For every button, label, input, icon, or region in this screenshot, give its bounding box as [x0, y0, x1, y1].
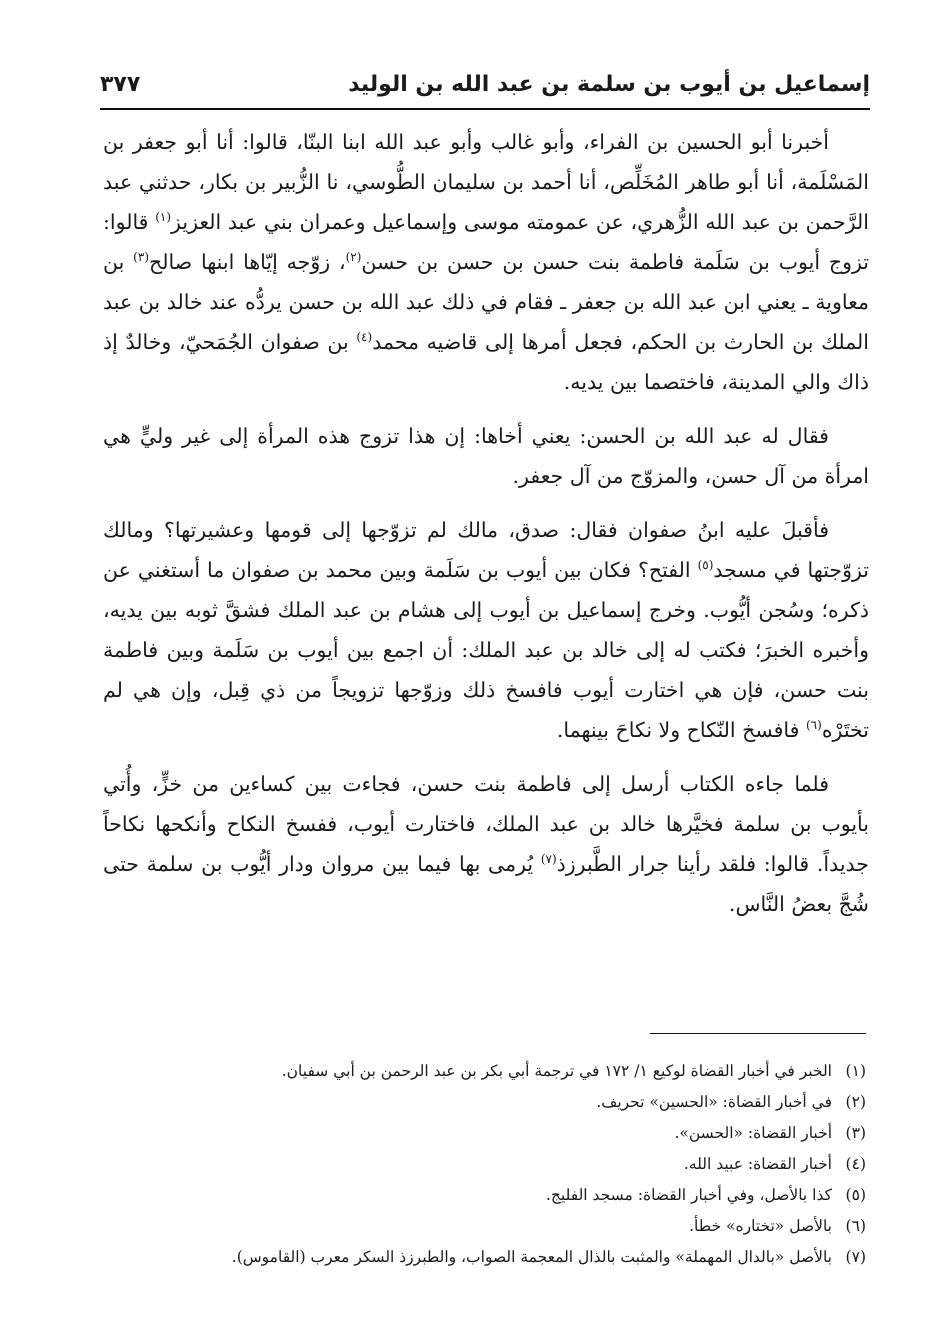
footnote [150, 1180, 866, 1211]
footnote-ref[interactable]: (٧) [540, 852, 557, 867]
footnote [150, 1149, 866, 1180]
footnote-number: (٥) [845, 1186, 866, 1204]
paragraph [103, 764, 869, 924]
footnote-number: (٤) [845, 1155, 866, 1173]
footnote-ref[interactable]: (٣) [133, 250, 149, 265]
running-header [100, 70, 870, 108]
paragraph-text: فقال له عبد الله بن الحسن: يعني أخاها: إن هذا تزوج هذه المرأة إلى غير وليٍّ هي امرأة من آل حسن، والمزوّج من آل جعفر. [103, 424, 869, 488]
footnote [150, 1211, 866, 1242]
header-rule [100, 108, 870, 110]
main-text [103, 122, 869, 938]
footnote-number: (٢) [845, 1093, 866, 1111]
footnote-text: أخبار القضاة: «الحسن». [674, 1124, 832, 1142]
footnote-ref[interactable]: (١) [155, 210, 172, 225]
footnote [150, 1087, 866, 1118]
paragraph-text: قالوا: تزوج أيوب بن سَلَمة فاطمة بنت حسن بن حسن بن حسن [103, 210, 870, 274]
footnote [150, 1056, 866, 1087]
paragraph-text: الفتح؟ فكان بين أيوب بن سَلَمة وبين محمد بن صفوان ما أستغني عن ذكره؛ وسُجن أيُّوب. وخرج إسماعيل بن أيوب إلى هشام بن عبد الملك فشقَّ ثوبه بين يديه، وأخبره الخبرَ؛ فكتب له إلى خالد بن عبد الملك: أن اجمع بين أيوب بن سَلَمة وبين فاطمة بنت حسن، فإن هي اختارت أيوب فافسخ ذلك وزوّجها تزويجاً من ذي قِبل، وإن هي لم تختَرْه [103, 558, 869, 742]
footnote-number: (٦) [845, 1217, 866, 1235]
footnote-text: أخبار القضاة: عبيد الله. [683, 1155, 832, 1173]
footnote-text: في أخبار القضاة: «الحسين» تحريف. [596, 1093, 832, 1111]
footnotes [150, 1056, 866, 1273]
paragraph-text: أخبرنا أبو الحسين بن الفراء، وأبو غالب وأبو عبد الله ابنا البنّا، قالوا: أنا أبو جعفر بن المَسْلَمة، أنا أبو طاهر المُخَلِّص، أنا أحمد بن سليمان الطُّوسي، نا الزُّبير بن بكار، حدثني عبد الرَّحمن بن عبد الله الزُّهري، عن عمومته موسى وإسماعيل وعمران بني عبد العزيز [103, 130, 869, 234]
page-number: ٣٧٧ [100, 72, 141, 97]
footnote-number: (٣) [845, 1124, 866, 1142]
footnote-ref[interactable]: (٦) [805, 718, 822, 733]
header-title: إسماعيل بن أيوب بن سلمة بن عبد الله بن الوليد [348, 72, 870, 97]
footnote-ref[interactable]: (٥) [697, 558, 714, 573]
footnote-ref[interactable]: (٢) [345, 250, 362, 265]
footnote [150, 1118, 866, 1149]
paragraph-text: فلما جاءه الكتاب أرسل إلى فاطمة بنت حسن، فجاءت بين كساءين من خزٍّ، وأُتي بأيوب بن سلمة فخيَّرها خالد بن عبد الملك، فاختارت أيوب، ففسخ النكاح وأنكحها نكاحاً جديداً. قالوا: فلقد رأينا جرار الطَّبرزذ [103, 772, 869, 876]
footnote-text: بالأصل «بالدال المهملة» والمثبت بالذال المعجمة الصواب، والطبرزذ السكر معرب (القاموس). [231, 1248, 832, 1266]
footnote-text: بالأصل «تختاره» خطأ. [689, 1217, 832, 1235]
paragraph-text: ، زوّجه إيّاها ابنها صالح [149, 250, 346, 274]
footnote-text: كذا بالأصل، وفي أخبار القضاة: مسجد الفليج. [545, 1186, 832, 1204]
paragraph [103, 122, 869, 402]
footnote-text: الخبر في أخبار القضاة لوكيع ١/ ١٧٢ في ترجمة أبي بكر بن عبد الرحمن بن أبي سفيان. [281, 1062, 832, 1080]
footnote-separator [650, 1033, 866, 1034]
footnote-number: (١) [845, 1062, 866, 1080]
paragraph-text: يُرمى بها فيما بين مروان ودار أيُّوب بن سلمة حتى شُجَّ بعضُ النَّاس. [103, 852, 869, 916]
paragraph-text: بن صفوان الجُمَحيّ، وخالدٌ إذ ذاك والي المدينة، فاختصما بين يديه. [103, 330, 869, 394]
paragraph-text: فأقبلَ عليه ابنُ صفوان فقال: صدق، مالك لم تزوّجها إلى قومها وعشيرتها؟ ومالك تزوّجتها في مسجد [103, 518, 869, 582]
footnote-number: (٧) [845, 1248, 866, 1266]
paragraph [103, 510, 869, 750]
paragraph-text: بن معاوية ـ يعني ابن عبد الله بن جعفر ـ فقام في ذلك عبد الله بن حسن يردُّه عند خالد بن عبد الملك بن الحارث بن الحكم، فجعل أمرها إلى قاضيه محمد [103, 250, 869, 354]
footnote [150, 1242, 866, 1273]
paragraph-text: فافسخ النّكاح ولا نكاحَ بينهما. [556, 718, 806, 742]
paragraph [103, 416, 869, 496]
footnote-ref[interactable]: (٤) [356, 330, 373, 345]
